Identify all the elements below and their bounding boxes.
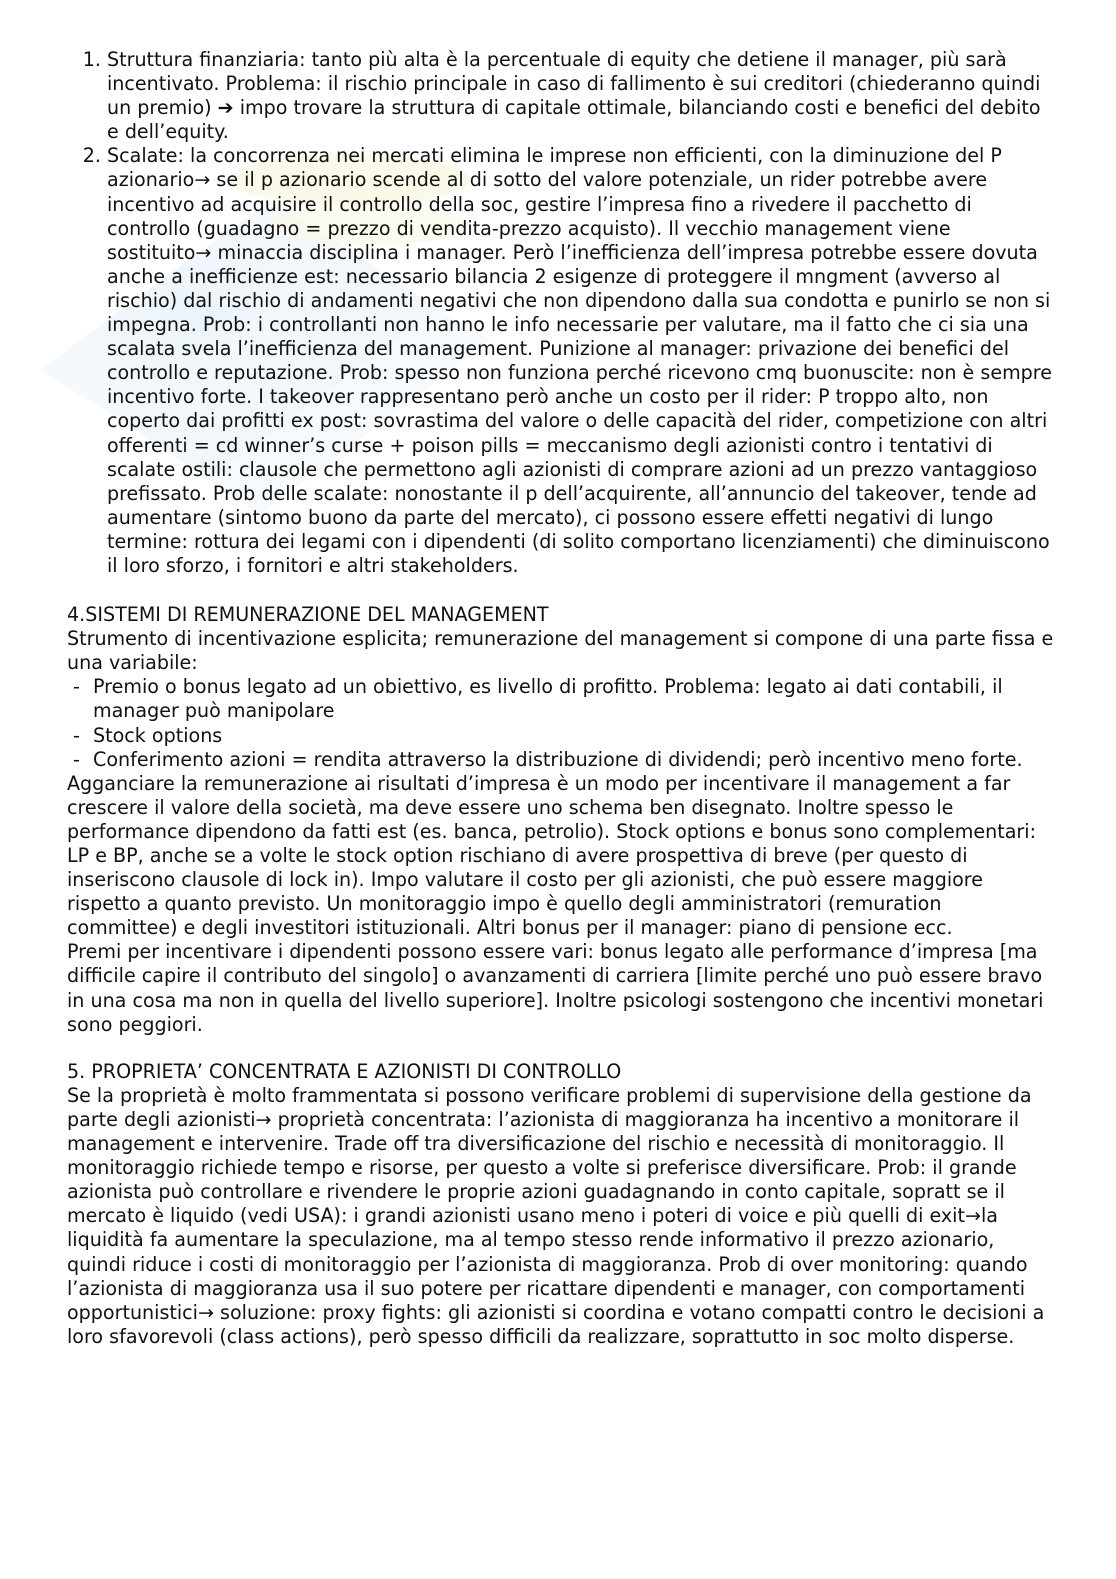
section-5-paragraph: Se la proprietà è molto frammentata si possono verificare problemi di supervisione della gestione da parte degli azionisti→ proprietà concentrata: l’azionista di maggioranza ha incentivo a monitorare il management e intervenire. Trade off tra diversificazione del rischio e necessità di monitoraggio. Il monitoraggio richiede tempo e risorse, per questo a volte si preferisce diversificare. Prob: il grande azionista può controllare e rivendere le proprie azioni guadagnando in conto capitale, sopratt se il mercato è liquido (vedi USA): i grandi azionisti usano meno i poteri di voice e più quelli di exit→la liquidità fa aumentare la speculazione, ma al tempo stesso rende informativo il prezzo azionario, quindi riduce i costi di monitoraggio per l’azionista di maggioranza. Prob di over monitoring: quando l’azionista di maggioranza usa il suo potere per ricattare dipendenti e manager, con comportamenti opportunistici→ soluzione: proxy fights: gli azionisti si coordina e votano compatti contro le decisioni a loro sfavorevoli (class actions), però spesso difficili da realizzare, soprattutto in soc molto disperse. <box>67 1083 1045 1348</box>
document-page <box>67 48 1057 1349</box>
section-4-title: 4.SISTEMI DI REMUNERAZIONE DEL MANAGEMENT <box>67 603 549 627</box>
section-4-intro: Strumento di incentivazione esplicita; remunerazione del management si compone di una parte fissa e una variabile: <box>67 627 1054 675</box>
list-item-scalate: 2. Scalate: la concorrenza nei mercati elimina le imprese non efficienti, con la diminuzione del P azionario→ se il p azionario scende al di sotto del valore potenziale, un rider potrebbe avere incentivo ad acquisire il controllo della soc, gestire l’impresa fino a rivedere il pacchetto di controllo (guadagno = prezzo di vendita-prezzo acquisto). Il vecchio management viene sostituito→ minaccia disciplina i manager. Però l’inefficienza dell’impresa potrebbe essere dovuta anche a inefficienze est: necessario bilancia 2 esigenze di proteggere il mngment (avverso al rischio) dal rischio di andamenti negativi che non dipendono dalla sua condotta e punirlo se non si impegna. Prob: i controllanti non hanno le info necessarie per valutare, ma il fatto che ci sia una scalata svela l’inefficienza del management. Punizione al manager: privazione dei benefici del controllo e reputazione. Prob: spesso non funziona perché ricevono cmq buonuscite: non è sempre incentivo forte. I takeover rappresentano però anche un costo per il rider: P troppo alto, non coperto dai profitti ex post: sovrastima del valore o delle capacità del rider, competizione con altri offerenti = cd winner’s curse + poison pills = meccanismo degli azionisti contro i tentativi di scalate ostili: clausole che permettono agli azionisti di comprare azioni ad un prezzo vantaggioso prefissato. Prob delle scalate: nonostante il p dell’acquirente, all’annuncio del takeover, tende ad aumentare (sintomo buono da parte del mercato), ci possono essere effetti negativi di lungo termine: rottura dei legami con i dipendenti (di solito comportano licenziamenti) che diminuiscono il loro sforzo, i fornitori e altri stakeholders. <box>107 144 1057 578</box>
list-item: - Conferimento azioni = rendita attraverso la distribuzione di dividendi; però incentivo meno forte. <box>93 748 1057 772</box>
section-4-paragraph-2: Premi per incentivare i dipendenti possono essere vari: bonus legato alle performance d’impresa [ma difficile capire il contributo del singolo] o avanzamenti di carriera [limite perché uno può essere bravo in una cosa ma non in quella del livello superiore]. Inoltre psicologi sostengono che incentivi monetari sono peggiori. <box>67 940 1044 1036</box>
list-item: - Premio o bonus legato ad un obiettivo, es livello di profitto. Problema: legato ai dati contabili, il manager può manipolare <box>93 675 1057 723</box>
section-4-paragraph-1: Agganciare la remunerazione ai risultati d’impresa è un modo per incentivare il management a far crescere il valore della società, ma deve essere uno schema ben disegnato. Inoltre spesso le performance dipendono da fatti est (es. banca, petrolio). Stock options e bonus sono complementari: LP e BP, anche se a volte le stock option rischiano di avere prospettiva di breve (per questo di inseriscono clausole di lock in). Impo valutare il costo per gli azionisti, che può essere maggiore rispetto a quanto previsto. Un monitoraggio impo è quello degli amministratori (remuration committee) e degli investitori istituzionali. Altri bonus per il manager: piano di pensione ecc. <box>67 771 1036 940</box>
numbered-list <box>67 48 1057 578</box>
remuneration-list <box>67 675 1057 771</box>
section-5-title: 5. PROPRIETA’ CONCENTRATA E AZIONISTI DI CONTROLLO <box>67 1059 622 1083</box>
list-item: - Stock options <box>93 724 1057 748</box>
list-item-struttura-finanziaria: 1. Struttura finanziaria: tanto più alta è la percentuale di equity che detiene il manager, più sarà incentivato. Problema: il rischio principale in caso di fallimento è sui creditori (chiederanno quindi un premio) ➔ impo trovare la struttura di capitale ottimale, bilanciando costi e benefici del debito e dell’equity. <box>107 48 1057 144</box>
